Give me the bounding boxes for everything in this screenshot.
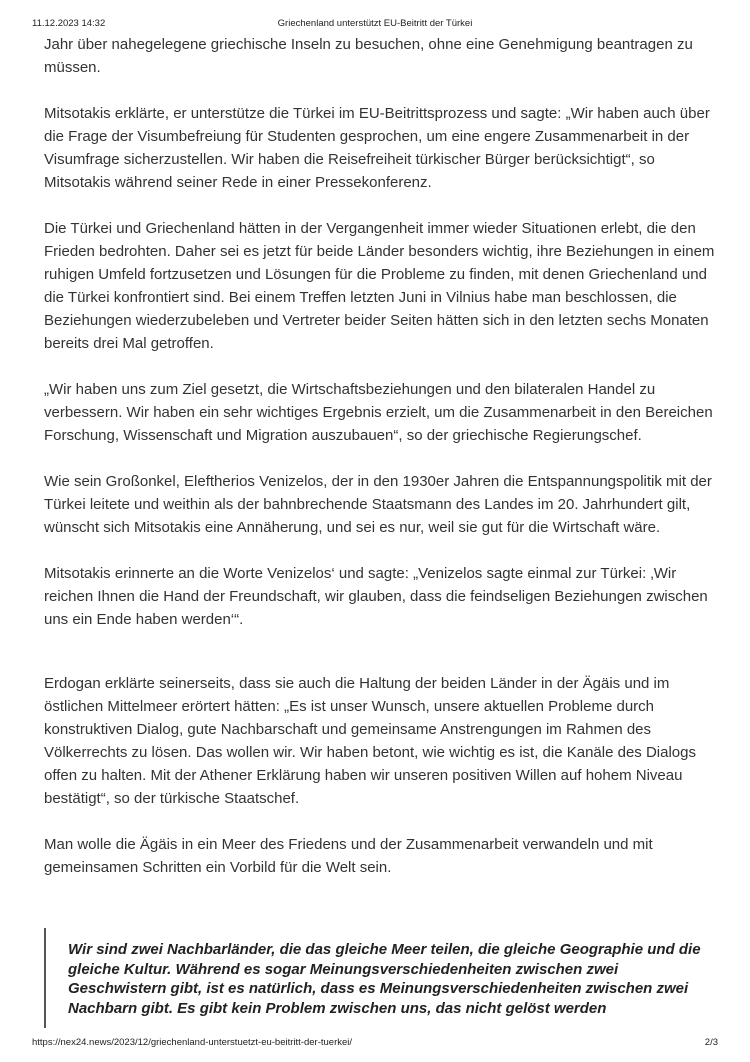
print-page-title: Griechenland unterstützt EU-Beitritt der Türkei: [277, 18, 473, 29]
article-paragraph: Jahr über nahegelegene griechische Inseln zu besuchen, ohne eine Genehmigung beantragen zu müssen.: [44, 36, 693, 76]
article-paragraph: Die Türkei und Griechenland hätten in der Vergangenheit immer wieder Situationen erlebt, die den Frieden bedrohten. Daher sei es jetzt für beide Länder besonders wichtig, ihre Beziehungen in einem ruhigen Umfeld fortzusetzen und Lösungen für die Probleme zu finden, mit denen Griechenland und die Türkei konfrontiert sind. Bei einem Treffen letzten Juni in Vilnius habe man beschlossen, die Beziehungen wiederzubeleben und Vertreter beider Seiten hätten sich in den letzten sechs Monaten bereits drei Mal getroffen.: [44, 220, 715, 352]
article-paragraph: Mitsotakis erinnerte an die Worte Venizelos‘ und sagte: „Venizelos sagte einmal zur Türkei: ‚Wir reichen Ihnen die Hand der Freundschaft, wir glauben, dass die feindseligen Beziehungen zwischen uns ein Ende haben werden‘“.: [44, 565, 708, 628]
print-datetime: 11.12.2023 14:32: [32, 18, 106, 29]
print-source-url: https://nex24.news/2023/12/griechenland-unterstuetzt-eu-beitritt-der-tuerkei/: [32, 1037, 353, 1048]
article-paragraph: Wie sein Großonkel, Eleftherios Venizelos, der in den 1930er Jahren die Entspannungspolitik mit der Türkei leitete und weithin als der bahnbrechende Staatsmann des Landes im 20. Jahrhundert gilt, wünscht sich Mitsotakis eine Annäherung, und sei es nur, weil sie gut für die Wirtschaft wäre.: [44, 473, 712, 536]
article-body: [44, 33, 724, 902]
article-paragraph: Mitsotakis erklärte, er unterstütze die Türkei im EU-Beitrittsprozess und sagte: „Wir haben auch über die Frage der Visumbefreiung für Studenten gesprochen, um eine engere Zusammenarbeit in der Visumfrage sicherzustellen. Wir haben die Reisefreiheit türkischer Bürger berücksichtigt“, so Mitsotakis während seiner Rede in einer Pressekonferenz.: [44, 105, 710, 191]
article-paragraph: „Wir haben uns zum Ziel gesetzt, die Wirtschaftsbeziehungen und den bilateralen Handel zu verbessern. Wir haben ein sehr wichtiges Ergebnis erzielt, um die Zusammenarbeit in den Bereichen Forschung, Wissenschaft und Migration auszubauen“, so der griechische Regierungschef.: [44, 381, 713, 444]
pull-quote: [44, 928, 704, 1028]
pull-quote-text: Wir sind zwei Nachbarländer, die das gleiche Meer teilen, die gleiche Geographie und die gleiche Kultur. Während es sogar Meinungsverschiedenheiten zwischen zwei Geschwistern gibt, ist es natürlich, dass es Meinungsverschiedenheiten zwischen zwei Nachbarn gibt. Es gibt kein Problem zwischen uns, das nicht gelöst werden: [68, 941, 701, 1017]
print-footer: [0, 1037, 750, 1051]
page-number: 2/3: [704, 1037, 718, 1048]
article-paragraph: Man wolle die Ägäis in ein Meer des Friedens und der Zusammenarbeit verwandeln und mit gemeinsamen Schritten ein Vorbild für die Welt sein.: [44, 836, 653, 876]
article-paragraph: Erdogan erklärte seinerseits, dass sie auch die Haltung der beiden Länder in der Ägäis und im östlichen Mittelmeer erörtert hätten: „Es ist unser Wunsch, unsere aktuellen Probleme durch konstruktiven Dialog, gute Nachbarschaft und gemeinsame Anstrengungen im Rahmen des Völkerrechts zu lösen. Das wollen wir. Wir haben betont, wie wichtig es ist, die Kanäle des Dialogs offen zu halten. Mit der Athener Erklärung haben wir unseren positiven Willen auf hohem Niveau bestätigt“, so der türkische Staatschef.: [44, 675, 696, 807]
print-header: [0, 18, 750, 32]
